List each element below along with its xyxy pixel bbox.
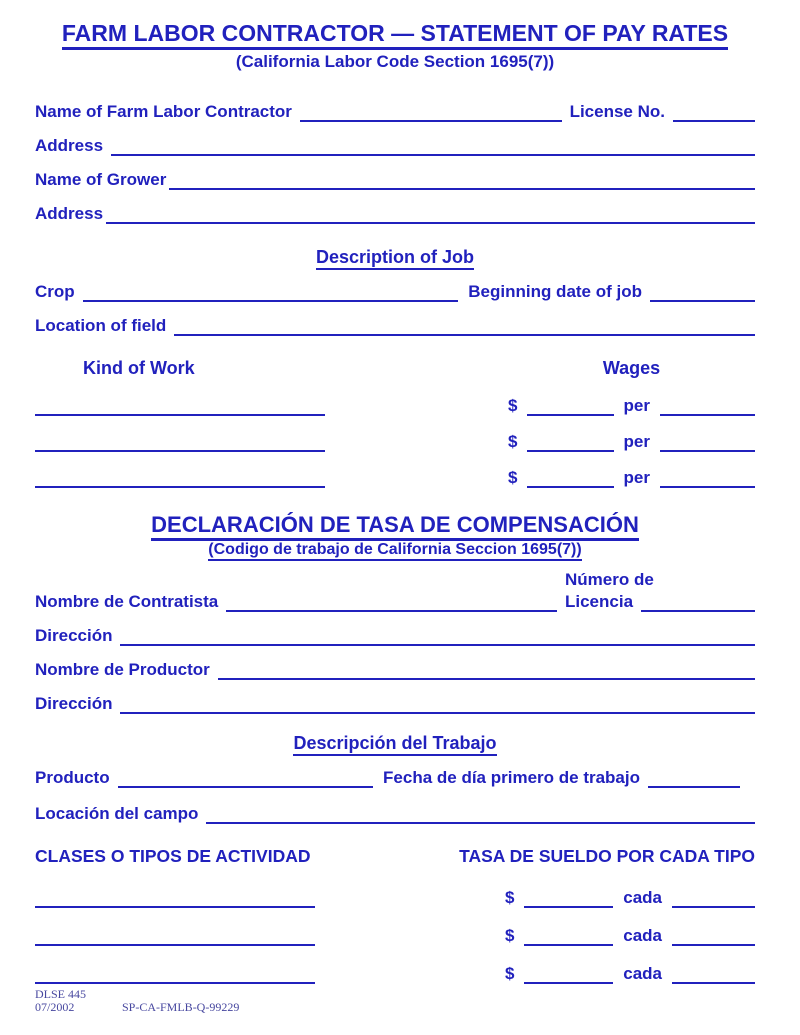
- contratista-direccion-field[interactable]: [120, 631, 755, 646]
- contractor-address-line: [35, 136, 755, 156]
- dollar-sign: $: [505, 888, 515, 907]
- sueldo-row: [35, 888, 755, 908]
- contractor-address-label: Address: [35, 136, 104, 155]
- sueldo-row: [35, 926, 755, 946]
- productor-direccion-field[interactable]: [120, 699, 755, 714]
- productor-direccion-line: [35, 694, 755, 714]
- actividad-field-1[interactable]: [35, 893, 315, 908]
- wage-entry-3: [508, 468, 755, 488]
- sueldo-unit-field-3[interactable]: [672, 969, 755, 984]
- productor-direccion-label: Dirección: [35, 694, 113, 713]
- descripcion-trabajo-heading-text: Descripción del Trabajo: [293, 733, 496, 756]
- wage-table-headers: [35, 358, 755, 378]
- per-label: per: [623, 396, 650, 415]
- per-label: per: [623, 468, 650, 487]
- grower-address-label: Address: [35, 204, 104, 223]
- grower-address-line: [35, 204, 755, 224]
- wage-amount-field-1[interactable]: [527, 401, 613, 416]
- productor-name-label: Nombre de Productor: [35, 660, 210, 679]
- locacion-campo-label: Locación del campo: [35, 804, 199, 823]
- form-footer: [35, 988, 239, 1014]
- sueldo-amount-field-2[interactable]: [524, 931, 613, 946]
- per-label: per: [623, 432, 650, 451]
- contractor-name-field[interactable]: [300, 107, 562, 122]
- wage-amount-field-2[interactable]: [527, 437, 613, 452]
- wage-row: [35, 468, 755, 488]
- producto-line: [35, 768, 755, 788]
- dollar-sign: $: [508, 468, 518, 487]
- sueldo-unit-field-1[interactable]: [672, 893, 755, 908]
- contractor-name-label: Name of Farm Labor Contractor: [35, 102, 292, 121]
- licencia-no-field[interactable]: [641, 597, 755, 612]
- description-of-job-heading: [35, 246, 755, 268]
- field-location-field[interactable]: [174, 321, 755, 336]
- dollar-sign: $: [508, 396, 518, 415]
- page-title: [35, 20, 755, 46]
- spanish-section: [35, 512, 755, 984]
- sueldo-row: [35, 964, 755, 984]
- wage-unit-field-1[interactable]: [660, 401, 755, 416]
- kind-of-work-field-1[interactable]: [35, 401, 325, 416]
- license-no-label: License No.: [569, 102, 665, 121]
- locacion-campo-line: [35, 804, 755, 824]
- sueldo-table-headers: [35, 846, 755, 866]
- spanish-section-title: [35, 512, 755, 538]
- field-location-line: [35, 316, 755, 336]
- sueldo-unit-field-2[interactable]: [672, 931, 755, 946]
- wage-amount-field-3[interactable]: [527, 473, 613, 488]
- grower-name-field[interactable]: [169, 175, 755, 190]
- contratista-direccion-line: [35, 626, 755, 646]
- productor-name-line: [35, 660, 755, 680]
- english-section: [35, 102, 755, 488]
- sueldo-amount-field-1[interactable]: [524, 893, 613, 908]
- licencia-block: [565, 570, 755, 612]
- contratista-name-label: Nombre de Contratista: [35, 592, 219, 611]
- cada-label: cada: [623, 926, 662, 945]
- crop-label: Crop: [35, 282, 75, 301]
- description-of-job-heading-text: Description of Job: [316, 247, 474, 270]
- grower-address-field[interactable]: [106, 209, 755, 224]
- dollar-sign: $: [505, 926, 515, 945]
- producto-field[interactable]: [118, 773, 373, 788]
- contratista-direccion-label: Dirección: [35, 626, 113, 645]
- beginning-date-label: Beginning date of job: [468, 282, 642, 301]
- actividad-field-2[interactable]: [35, 931, 315, 946]
- wage-row: [35, 396, 755, 416]
- wage-unit-field-2[interactable]: [660, 437, 755, 452]
- beginning-date-field[interactable]: [650, 287, 755, 302]
- sueldo-amount-field-3[interactable]: [524, 969, 613, 984]
- clases-actividad-header: CLASES O TIPOS DE ACTIVIDAD: [35, 846, 311, 866]
- kind-of-work-field-2[interactable]: [35, 437, 325, 452]
- page-subtitle: (California Labor Code Section 1695(7)): [235, 52, 555, 71]
- dollar-sign: $: [508, 432, 518, 451]
- sueldo-entry-3: [505, 964, 755, 984]
- fecha-label: Fecha de día primero de trabajo: [383, 768, 640, 787]
- tasa-sueldo-header: TASA DE SUELDO POR CADA TIPO: [459, 846, 755, 866]
- crop-line: [35, 282, 755, 302]
- license-no-field[interactable]: [673, 107, 755, 122]
- wage-unit-field-3[interactable]: [660, 473, 755, 488]
- form-revision-date: 07/2002: [35, 1000, 75, 1014]
- page-title-text: FARM LABOR CONTRACTOR — STATEMENT OF PAY RATES: [62, 20, 728, 50]
- wages-header: Wages: [602, 358, 661, 378]
- locacion-campo-field[interactable]: [206, 809, 755, 824]
- kind-of-work-field-3[interactable]: [35, 473, 325, 488]
- licencia-line: [565, 592, 755, 612]
- grower-name-line: [35, 170, 755, 190]
- spanish-section-title-text: DECLARACIÓN DE TASA DE COMPENSACIÓN: [151, 512, 639, 541]
- contractor-address-field[interactable]: [111, 141, 755, 156]
- descripcion-trabajo-heading: [35, 732, 755, 754]
- form-number: DLSE 445: [35, 987, 86, 1001]
- contractor-license-line: [35, 102, 755, 122]
- wage-entry-1: [508, 396, 755, 416]
- spanish-section-subtitle: [35, 540, 755, 560]
- dollar-sign: $: [505, 964, 515, 983]
- sueldo-entry-1: [505, 888, 755, 908]
- kind-of-work-header: Kind of Work: [83, 358, 195, 378]
- wage-entry-2: [508, 432, 755, 452]
- fecha-primer-dia-field[interactable]: [648, 773, 740, 788]
- productor-name-field[interactable]: [218, 665, 755, 680]
- licencia-label: Licencia: [565, 592, 634, 611]
- actividad-field-3[interactable]: [35, 969, 315, 984]
- form-code: SP-CA-FMLB-Q-99229: [122, 1000, 240, 1014]
- field-location-label: Location of field: [35, 316, 167, 335]
- wage-row: [35, 432, 755, 452]
- grower-name-label: Name of Grower: [35, 170, 167, 189]
- numero-de-label: Número de: [565, 570, 654, 589]
- cada-label: cada: [623, 888, 662, 907]
- contratista-name-field[interactable]: [226, 597, 557, 612]
- sueldo-entry-2: [505, 926, 755, 946]
- contratista-licencia-line: [35, 570, 755, 612]
- crop-field[interactable]: [83, 287, 459, 302]
- cada-label: cada: [623, 964, 662, 983]
- form-id-block: [35, 988, 86, 1014]
- producto-label: Producto: [35, 768, 110, 787]
- spanish-section-subtitle-text: (Codigo de trabajo de California Seccion 1695(7)): [208, 541, 581, 561]
